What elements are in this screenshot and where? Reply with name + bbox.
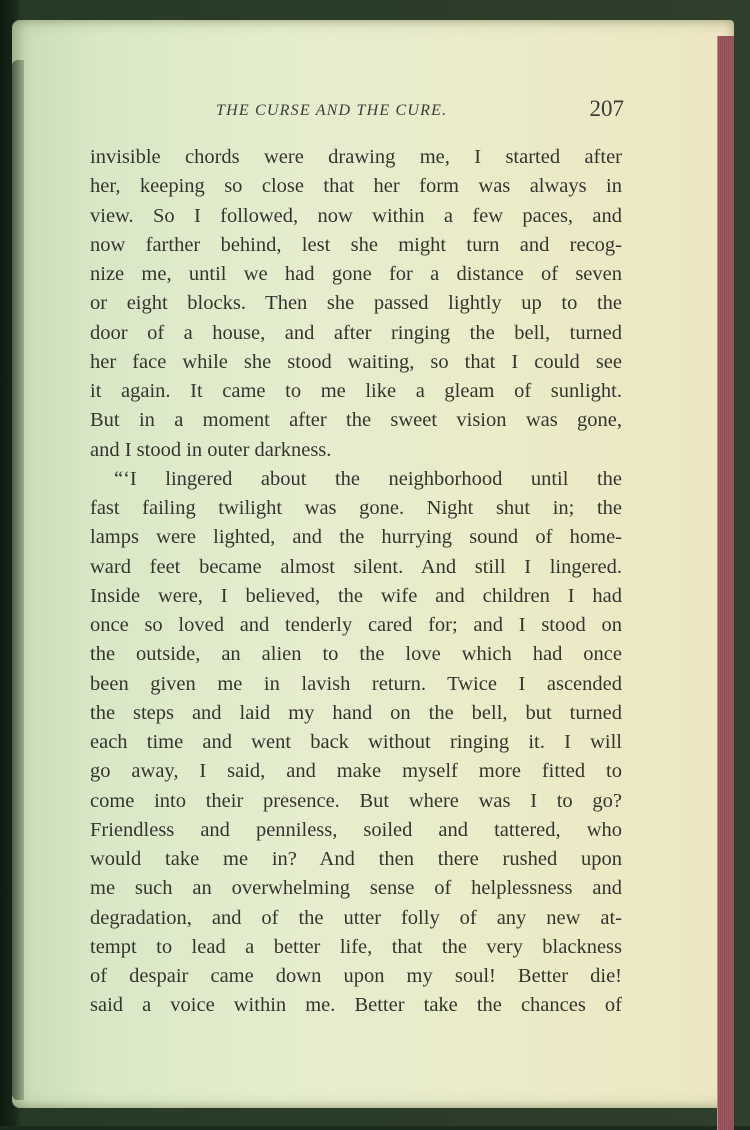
text-line-paragraph-end: and I stood in outer darkness. bbox=[90, 438, 332, 461]
page-fore-edge bbox=[717, 36, 734, 1130]
page-header bbox=[90, 96, 624, 132]
text-line: come into their presence. But where was I to go? bbox=[90, 789, 622, 812]
text-line: said a voice within me. Better take the chances of bbox=[90, 994, 622, 1017]
text-line: it again. It came to me like a gleam of sunlight. bbox=[90, 380, 622, 402]
text-line: lamps were lighted, and the hurrying sound of home- bbox=[90, 526, 622, 549]
text-line: her, keeping so close that her form was always in bbox=[90, 175, 622, 198]
text-line: her face while she stood waiting, so that I could see bbox=[90, 350, 622, 373]
text-line: Inside were, I believed, the wife and children I had bbox=[90, 584, 622, 607]
text-line: each time and went back without ringing it. I will bbox=[90, 731, 622, 753]
text-line: now farther behind, lest she might turn and recog- bbox=[90, 233, 622, 256]
text-line: of despair came down upon my soul! Better die! bbox=[90, 965, 622, 987]
text-line: been given me in lavish return. Twice I ascended bbox=[90, 672, 622, 695]
text-line: the steps and laid my hand on the bell, but turned bbox=[90, 701, 622, 724]
text-line: fast failing twilight was gone. Night shut in; the bbox=[90, 497, 622, 519]
page-gutter bbox=[12, 60, 24, 1100]
text-line: the outside, an alien to the love which had once bbox=[90, 643, 622, 666]
text-line: degradation, and of the utter folly of any new at- bbox=[90, 906, 622, 929]
text-line: me such an overwhelming sense of helplessness and bbox=[90, 877, 622, 900]
text-line: But in a moment after the sweet vision was gone, bbox=[90, 409, 622, 432]
text-line: go away, I said, and make myself more fitted to bbox=[90, 760, 622, 783]
text-line: nize me, until we had gone for a distance of seven bbox=[90, 263, 622, 285]
text-line-paragraph-start: “‘I lingered about the neighborhood until the bbox=[114, 467, 622, 490]
text-line: once so loved and tenderly cared for; and I stood on bbox=[90, 614, 622, 636]
text-line: tempt to lead a better life, that the very blackness bbox=[90, 935, 622, 958]
text-line: would take me in? And then there rushed upon bbox=[90, 848, 622, 870]
text-line: view. So I followed, now within a few paces, and bbox=[90, 204, 622, 227]
text-line: door of a house, and after ringing the bell, turned bbox=[90, 321, 622, 344]
page-number: 207 bbox=[589, 96, 624, 121]
text-line: invisible chords were drawing me, I started after bbox=[90, 146, 622, 168]
text-line: Friendless and penniless, soiled and tattered, who bbox=[90, 818, 622, 841]
text-line: ward feet became almost silent. And still I lingered. bbox=[90, 555, 622, 578]
running-head: THE CURSE AND THE CURE. bbox=[216, 102, 448, 119]
text-line: or eight blocks. Then she passed lightly up to the bbox=[90, 292, 622, 315]
body-text bbox=[90, 143, 622, 1021]
